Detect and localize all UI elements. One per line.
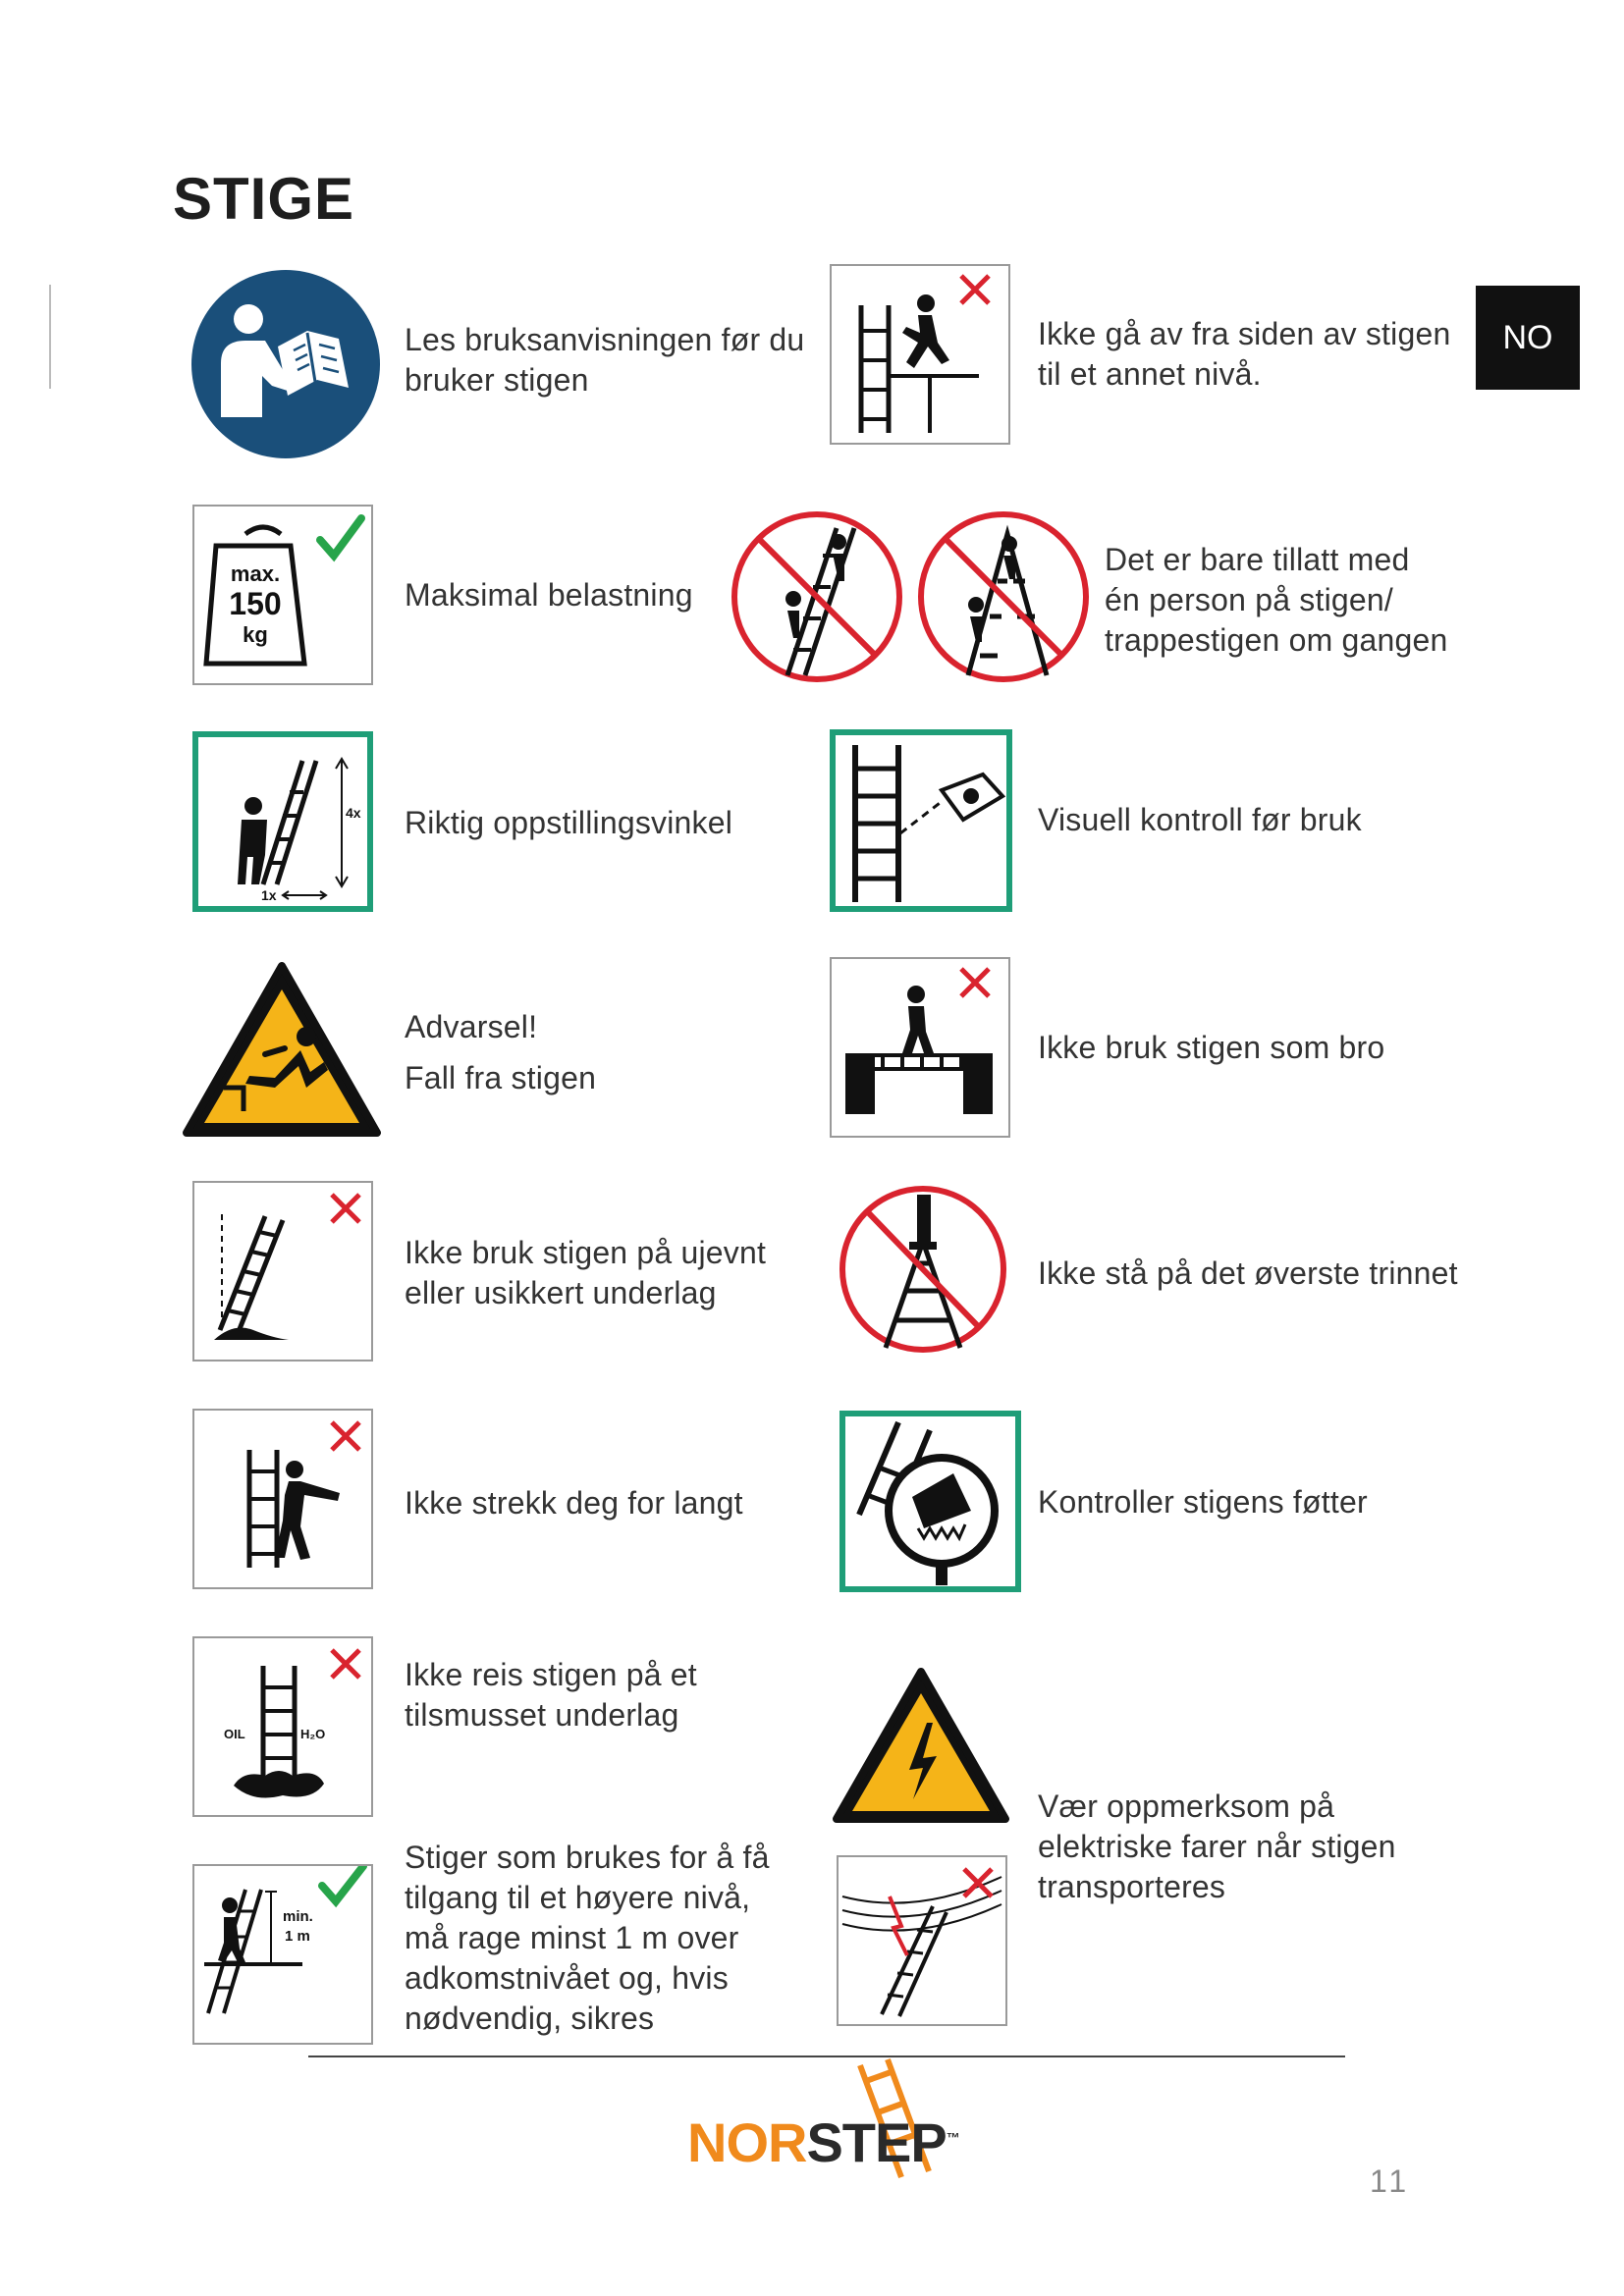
text-line: én person på stigen/ <box>1105 582 1393 617</box>
extend-one-meter-text <box>405 1838 770 2039</box>
page-number: 11 <box>1370 2163 1411 2199</box>
weight-label-max: max. <box>230 561 281 586</box>
text-line: Det er bare tillatt med <box>1105 542 1410 577</box>
overreach-icon <box>192 1409 373 1589</box>
top-step-text <box>1038 1254 1458 1294</box>
ratio-horizontal: 1x <box>261 887 277 903</box>
one-meter-label: 1 m <box>285 1928 310 1945</box>
language-tab[interactable]: NO <box>1476 286 1580 390</box>
text-line: til et annet nivå. <box>1038 356 1262 392</box>
overreach-text <box>405 1483 743 1523</box>
feet-check-text <box>1038 1482 1368 1522</box>
text-line: Ikke gå av fra siden av stigen <box>1038 316 1451 351</box>
brand-logo <box>687 2110 959 2174</box>
brand-logo-part2: STEP <box>806 2111 947 2173</box>
text-line: tilsmusset underlag <box>405 1697 679 1733</box>
electric-transport-icon <box>837 1855 1007 2026</box>
text-line: tilgang til et høyere nivå, <box>405 1880 751 1915</box>
text-line: transporteres <box>1038 1869 1226 1904</box>
text-line: nødvendig, sikres <box>405 2001 655 2036</box>
weight-label-value: 150 <box>229 586 282 621</box>
page-edge-marker <box>49 285 51 389</box>
no-bridge-icon <box>830 957 1010 1138</box>
text-line: Ikke reis stigen på et <box>405 1657 697 1692</box>
electric-text <box>1038 1787 1396 1907</box>
bridge-text <box>1038 1028 1384 1068</box>
text-line: Ikke stå på det øverste trinnet <box>1038 1255 1458 1291</box>
no-side-step-icon <box>830 264 1010 445</box>
fall-warning-text <box>405 1001 596 1103</box>
text-line: bruker stigen <box>405 362 589 398</box>
check-feet-icon <box>839 1411 1021 1592</box>
max-load-icon <box>192 505 373 685</box>
text-line: Maksimal belastning <box>405 577 693 613</box>
read-manual-icon <box>191 270 380 458</box>
brand-trademark: ™ <box>946 2129 959 2146</box>
text-line: Fall fra stigen <box>405 1060 597 1095</box>
text-line: Ikke bruk stigen på ujevnt <box>405 1235 767 1270</box>
text-line: må rage minst 1 m over <box>405 1920 739 1955</box>
text-line: Ikke strekk deg for langt <box>405 1485 743 1521</box>
footer-divider <box>308 2056 1345 2057</box>
text-line: Visuell kontroll før bruk <box>1038 802 1362 837</box>
text-line: trappestigen om gangen <box>1105 622 1448 658</box>
text-line: adkomstnivået og, hvis <box>405 1960 729 1996</box>
uneven-ground-icon <box>192 1181 373 1362</box>
text-line: elektriske farer når stigen <box>1038 1829 1396 1864</box>
text-line: eller usikkert underlag <box>405 1275 717 1310</box>
water-label: H₂O <box>300 1727 326 1741</box>
min-label: min. <box>283 1908 313 1925</box>
text-line: Vær oppmerksom på <box>1038 1789 1335 1824</box>
side-step-text <box>1038 314 1450 395</box>
text-line: Riktig oppstillingsvinkel <box>405 805 733 840</box>
ladder-angle-icon <box>192 731 373 912</box>
extend-one-meter-icon <box>192 1864 373 2045</box>
one-person-only-icon <box>729 508 905 690</box>
brand-logo-part1: NOR <box>687 2111 807 2173</box>
visual-inspection-icon <box>830 729 1012 912</box>
text-line: Ikke bruk stigen som bro <box>1038 1030 1385 1065</box>
weight-label-unit: kg <box>243 622 268 647</box>
text-line: Stiger som brukes for å få <box>405 1840 770 1875</box>
ratio-vertical: 4x <box>346 805 361 821</box>
read-manual-text <box>405 320 804 400</box>
uneven-ground-text <box>405 1233 766 1313</box>
visual-check-text <box>1038 800 1362 840</box>
angle-text <box>405 803 732 843</box>
max-load-text <box>405 575 693 615</box>
text-line: Les bruksanvisningen før du <box>405 322 805 357</box>
fall-warning-icon <box>181 960 383 1141</box>
electric-hazard-icon <box>831 1666 1011 1827</box>
contaminated-text <box>405 1655 697 1735</box>
contaminated-ground-icon <box>192 1636 373 1817</box>
no-top-step-icon <box>837 1183 1009 1356</box>
oil-label: OIL <box>224 1727 245 1741</box>
text-line: Advarsel! <box>405 1009 538 1044</box>
one-person-text <box>1105 540 1448 661</box>
page-title: STIGE <box>173 166 355 232</box>
text-line: Kontroller stigens føtter <box>1038 1484 1368 1520</box>
